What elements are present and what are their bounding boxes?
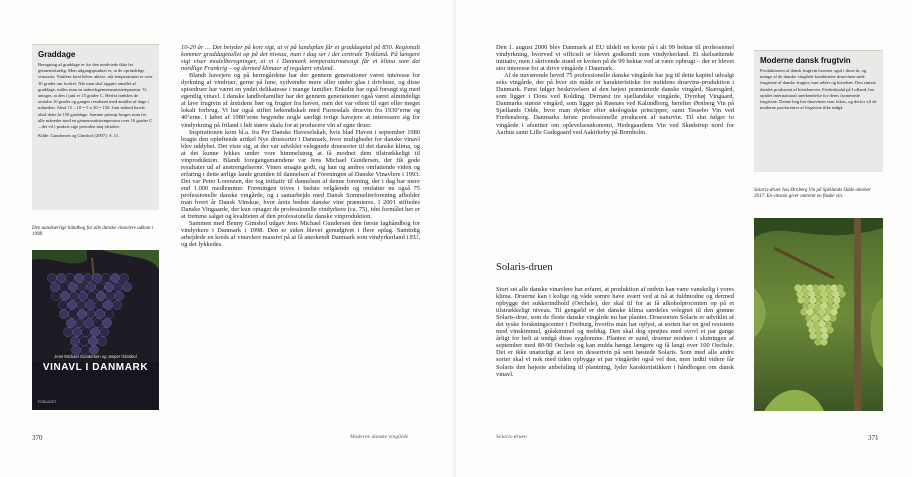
cover-caption: Den uundværlige håndbog for alle danske vinavlere udkom i 1998. xyxy=(32,226,154,237)
left-paragraph: Inspirationen kom bl.a. fra Per Danske Haveselskab, hvis blad Haven i september 1980 bragte den opløftende artikel Nye druesorter i Danmark, hvor muligheder for danske vinavl blev uddybet. Det viste sig, at der var udviklet velegnede druesorter til det danske klima, og at det kunne lykkes under vore himmelstrøg at få modnet dem tilstrækkeligt til vinproduktion. Blandt foregangsmændene var Jens Michael Gundersen, der fik gode resultater ud af anstrengelserne. Vinen smagte godt, og han og andres omfattende viden og erfaring i dette ærlige lande grunden til dannelsen af Foreningen af Danske Vinavlere i 1993. Det var Peter Lorenzen, der tog initiativ til dannelsen af denne forening, der i dag har mere end 1.000 medlemmer. Foreningen trives i bedste velgående og omfatter nu også 75 professionelle danske vingårde, og i samarbejde med Dansk Sommelierforening afholder man hvert år Dansk Vinskue, hvor årets bedste danske vine præmieres. I 2001 stiftedes Danske Vingaarde, der kun optager de professionelle vindyrkere (ca. 75), idet formålet her er at fremme salget og kvaliteten af den professionelle danske vinproduktion. xyxy=(181,128,420,221)
left-text-column xyxy=(181,44,420,248)
grape-cluster-illustration xyxy=(32,250,159,410)
sidebar-credit: Kilde: Gundersen og Gimsbol (2007). S. 11. xyxy=(38,133,120,139)
right-paragraph: Af de nuværende hevrd 75 professionelle danske vingårde har jeg til dette kapitel udvalgt seks vingårde, der på hver sin måde er karakteristiske for nutidens druevins-produktion i Danmark. Først følger beskrivelsen af den højest præmierede danske vingård, Skærsgård, som ligger i Dons ved Kolding. Dernæst tre sjællandske vingårde, Dyrehøj Vingaard, Danmarks største vingård, som ligger på Røsnæs ved Kalundborg, herefter Ørnberg Vin på Sjællands Odde, hvor man dyrker efter økologiske principper, samt Tessebo Vin ved Fredensborg. Danmarks første professionelle producent af naturvin. Til slut følger to vingårde i afsnittet om oplevelsesøkonomi, Hedegaardens Vin ved Skødstrup nord for Aarhus samt Lille Gadegaard ved Aakirkeby på Bornholm. xyxy=(496,72,734,136)
left-paragraph: Sammen med Benny Gimsbol udgav Jens Michael Gundersen den første faghåndbog for vindyrkere i Danmark i 1998. Den er siden blevet genudgivet i flere oplag. Samtidig arbejdede en kreds af vinavlere massivt på at få anerkendt Danmark som vindyrkerland i EU, og det lykkedes. xyxy=(181,220,420,249)
grape-vine-illustration xyxy=(754,218,883,411)
sidebar-text: Produktionen af dansk frugtvin boomer også i disse år, og mange af de danske vingårde kombinerer druevinen med frugtvine af danske frugter, især æbler og kirsebær. Den største danske producent af kirsebærvin, Frederiksdal på Lolland, har opnået international anerkendelse for deres formenede frugtvine. Denne bog har druevinen som fokus, og derfor vil de moderne producenter af frugtvine ikke indgå. xyxy=(760,68,877,111)
book-cover-image xyxy=(32,250,159,410)
right-paragraph: Stort set alle danske vinavlere har erfaret, at produktion af rødvin kan være vanskelig i vores klima. Druerne kan i kolige og våde somre have svært ved at nå at fuldmodne og dermed opbygge det sukkerindhold (Oechsle), der skal til for at få alkoholprocenten op på et tilstrækkeligt niveau. Til gengæld er det danske klima særdeles velegnet til den grønne Solaris-drue, som de fleste danske vingårde nu har plantet. Druesorten Solaris er udviklet af det tyske forskningscenter i Freiburg, hvorfra man har oplyst, at sorten har en god resistens mod vinskimmel, gråskimmel og meldug. Den skal dog sprøjtes med svovl et par gange årligt for helt at undgå disse sygdomme. Planten er sund, drueme modner i slutningen af september med 80-90 Oechsle og kan endda hænge længere og få langt over 100 Oechsle. Det er ikke unaturligt at lave en dessertvin på sent høstede Solaris. Som med alle andre sorter skal vi nok med tiden opbygge et par vingårder også vel den, men indtil videre får Solaris den højeste anbefaling til plantning, lyder karakteristikken i håndbogen om dansk vinavl. xyxy=(496,286,734,378)
section-heading: Solaris-druen xyxy=(496,262,553,273)
right-text-column-top xyxy=(496,44,734,136)
sidebar-text: Beregning af graddage er for den uindviede ikke let gennemskuelig. Men udgangspunktet er, at de oprindelige vinsorter, Vinifera først bliver aktive, når temperaturen er over 10 grader om foråret. Når man skal opgøre antallet af graddage, måles man en månedsgennemsnitstemperatur. Vi antager, at den i juni er 15 grader C. Herfra trækkes de omtalte 10 grader og ganges resultatet med antallet af dage i måneden. Altså 15 – 10 = 5 x 30 = 150. Juni måned havde altså dette år 150 graddage. Samme princip bruges man for alle måneder med en gennemsnitstemperatur over 10 grader C – det vil i praksis sige perioden maj-oktober. xyxy=(38,62,153,130)
cover-authors: Jens Michael Gundersen og Jesper Gimsbol xyxy=(54,354,137,359)
running-head-left: Moderne danske vingårde xyxy=(350,434,409,440)
graddage-sidebar-box xyxy=(32,44,159,210)
left-paragraph: 10-20 år … Det betyder på kort sigt, at vi på landsplan får et graddagetal på 850. Regionalt kommer graddagetallet op på det niveau, man i dag ser i det centrale Tyskland. På længere sigt viser modelberegninger, at vi i Danmark temperaturmæssigt får et klima som det nordlige Frankrig – og dermed klimaer af regulært vinland. xyxy=(181,44,420,73)
right-text-column-bottom xyxy=(496,286,734,378)
cover-title: VINAVL I DANMARK xyxy=(42,362,149,373)
running-head-right: Solaris-druen xyxy=(496,434,527,440)
solaris-grapes-photo xyxy=(754,218,883,411)
right-page xyxy=(456,0,912,477)
sidebar-title: Graddage xyxy=(38,50,76,59)
frugtvin-sidebar-box xyxy=(754,50,883,172)
photo-caption: Solaris-druer hos Ørnberg Vin på Sjællands Odde oktober 2017. En vinstok giver omtrent en flaske vin. xyxy=(754,188,871,199)
left-paragraph: Blandt havejere og på herregårdene har der gennem generationer været interesse for dyrkning af vindruer, gerne på lune, sydvendte mure eller under glas i drivhuse, og disse spisedruer har været en yndet delikatesse i mange familier. Enkelte har også forsøgt sig med egentlig vinavl. I danske landbofamilier har det gennem generationer også været almindeligt at lave frugtvin af årstidens bær og frugter fra haven, men det var oftest til eget eller meget lokalt forbrug. Vi har også stiftet bekendtskab med Fursesdals druevin fra 1930’erne og 40’erne. I løbet af 1980’erne begyndte nogle særligt ivrige havejere at interessere sig for vindyrkning på friland i lidt større skala for at producere vin af egne druer. xyxy=(181,72,420,129)
page-number-right: 371 xyxy=(868,434,879,442)
sidebar-title: Moderne dansk frugtvin xyxy=(760,56,851,65)
cover-publisher: FORLAGET xyxy=(38,400,57,404)
page-number-left: 370 xyxy=(32,434,43,442)
right-paragraph: Den 1. august 2000 blev Danmark af EU tildelt en kvote på i alt 99 hektar til professionel vindyrkning, hvorved vi officielt er blevet godkendt som vindyrkerland. Et skelsættende initiativ, men i skrivende stund er kvoten på de 99 hektar ved at være opbrugt – der er blevet stor interesse for at drive vingårde i Danmark. xyxy=(496,44,734,73)
